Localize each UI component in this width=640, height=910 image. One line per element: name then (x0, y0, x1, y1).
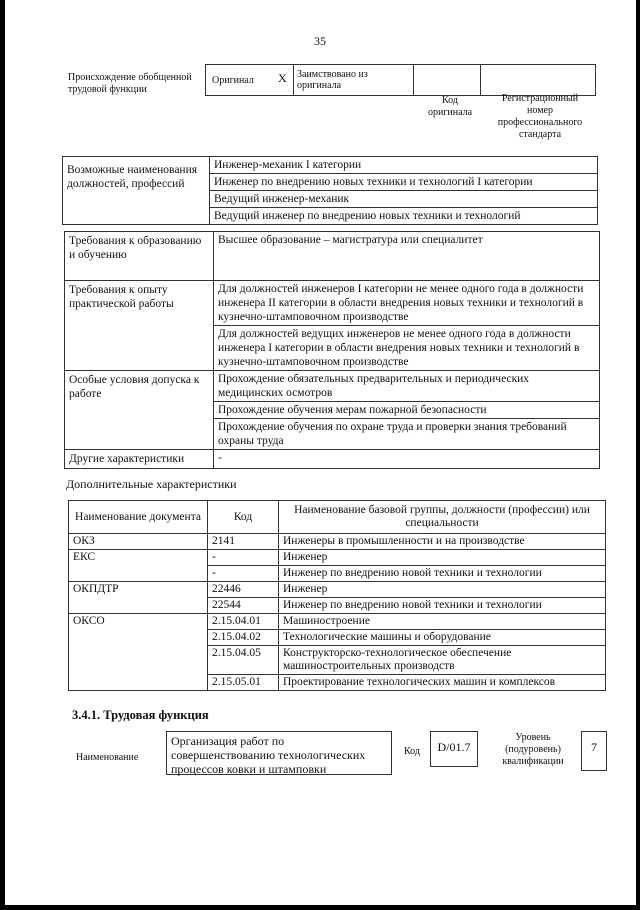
function-code-value: D/01.7 (430, 731, 478, 767)
positions-list (210, 157, 598, 225)
requirement-line: Прохождение обязательных предварительных и периодических медицинских осмотров (214, 371, 599, 402)
origin-original-label: Оригинал (212, 74, 254, 86)
requirement-line: - (218, 452, 222, 464)
requirement-line: Для должностей ведущих инженеров не менее одного года в должности инженера I категории в области внедрения новых техники и технологий в кузнечно-штамповочном производстве (218, 328, 580, 368)
position-item: Инженер-механик I категории (210, 157, 597, 174)
requirement-value (214, 232, 600, 281)
name-cell: Машиностроение (279, 614, 606, 630)
additional-table (68, 500, 606, 691)
requirement-label: Требования к образованию и обучению (65, 232, 214, 281)
code-cell: 22544 (208, 598, 279, 614)
page-number: 35 (314, 34, 326, 48)
table-header-row (69, 501, 606, 534)
doc-cell: ОКЗ (69, 534, 208, 550)
code-cell: - (208, 566, 279, 582)
table-row (65, 371, 600, 450)
table-row (69, 614, 606, 630)
origin-original-mark: X (278, 71, 287, 85)
requirement-line: Высшее образование – магистратура или специалитет (218, 234, 483, 246)
origin-borrowed-cell: Заимствовано из оригинала (294, 65, 414, 95)
requirement-line: Прохождение обучения мерам пожарной безопасности (214, 402, 599, 419)
additional-title: Дополнительные характеристики (66, 477, 237, 491)
positions-label: Возможные наименования должностей, профессий (63, 157, 210, 225)
table-row (69, 550, 606, 566)
doc-cell: ЕКС (69, 550, 208, 582)
name-cell: Инженер по внедрению новой техники и технологии (279, 598, 606, 614)
code-cell: 2.15.04.05 (208, 646, 279, 675)
table-row (69, 534, 606, 550)
doc-cell: ОКПДТР (69, 582, 208, 614)
origin-code-caption: Код оригинала (427, 95, 473, 118)
origin-reg-cell (481, 65, 595, 95)
name-cell: Инженер по внедрению новой техники и технологии (279, 566, 606, 582)
name-cell: Проектирование технологических машин и комплексов (279, 675, 606, 691)
code-cell: 22446 (208, 582, 279, 598)
requirement-value (214, 450, 600, 469)
section-title: 3.4.1. Трудовая функция (72, 708, 209, 722)
position-item: Ведущий инженер по внедрению новых техники и технологий (214, 210, 521, 222)
code-cell: 2.15.04.01 (208, 614, 279, 630)
position-item: Инженер по внедрению новых техники и технологий I категории (210, 174, 597, 191)
origin-box (205, 64, 596, 96)
requirements-table (64, 231, 600, 469)
name-cell: Инженер (279, 582, 606, 598)
positions-table (62, 156, 598, 225)
table-row (69, 582, 606, 598)
code-cell: 2.15.05.01 (208, 675, 279, 691)
header-name: Наименование базовой группы, должности (профессии) или специальности (279, 501, 606, 534)
function-level-label: Уровень (подуровень) квалификации (502, 732, 564, 767)
function-code-label: Код (404, 746, 420, 757)
requirement-line: Прохождение обучения по охране труда и проверки знания требований охраны труда (218, 421, 567, 447)
code-cell: 2.15.04.02 (208, 630, 279, 646)
requirement-label: Другие характеристики (65, 450, 214, 469)
function-name-value: Организация работ по совершенствованию технологических процессов ковки и штамповки (166, 731, 392, 775)
origin-code-cell (414, 65, 481, 95)
scan-edge-left (0, 0, 5, 910)
origin-reg-caption: Регистрационный номер профессионального стандарта (497, 93, 583, 140)
requirement-label: Особые условия допуска к работе (65, 371, 214, 450)
origin-original-cell (206, 65, 294, 95)
header-code: Код (208, 501, 279, 534)
name-cell: Технологические машины и оборудование (279, 630, 606, 646)
code-cell: - (208, 550, 279, 566)
doc-cell: ОКСО (69, 614, 208, 691)
requirement-label: Требования к опыту практической работы (65, 281, 214, 371)
name-cell: Конструкторско-технологическое обеспечение машиностроительных производств (279, 646, 606, 675)
origin-label: Происхождение обобщенной трудовой функции (68, 72, 192, 95)
scan-edge-bottom (0, 905, 640, 910)
position-item: Ведущий инженер-механик (210, 191, 597, 208)
table-row (65, 450, 600, 469)
header-document: Наименование документа (69, 501, 208, 534)
scan-edge-right (636, 0, 640, 910)
table-row (65, 281, 600, 371)
requirement-line: Для должностей инженеров I категории не менее одного года в должности инженера II категории в области внедрения новых техники и технологий в кузнечно-штамповочном производстве (214, 281, 599, 326)
table-row (65, 232, 600, 281)
code-cell: 2141 (208, 534, 279, 550)
name-cell: Инженер (279, 550, 606, 566)
function-level-value: 7 (581, 731, 607, 771)
requirement-value (214, 371, 600, 450)
name-cell: Инженеры в промышленности и на производстве (279, 534, 606, 550)
requirement-value (214, 281, 600, 371)
function-name-label: Наименование (76, 752, 139, 763)
